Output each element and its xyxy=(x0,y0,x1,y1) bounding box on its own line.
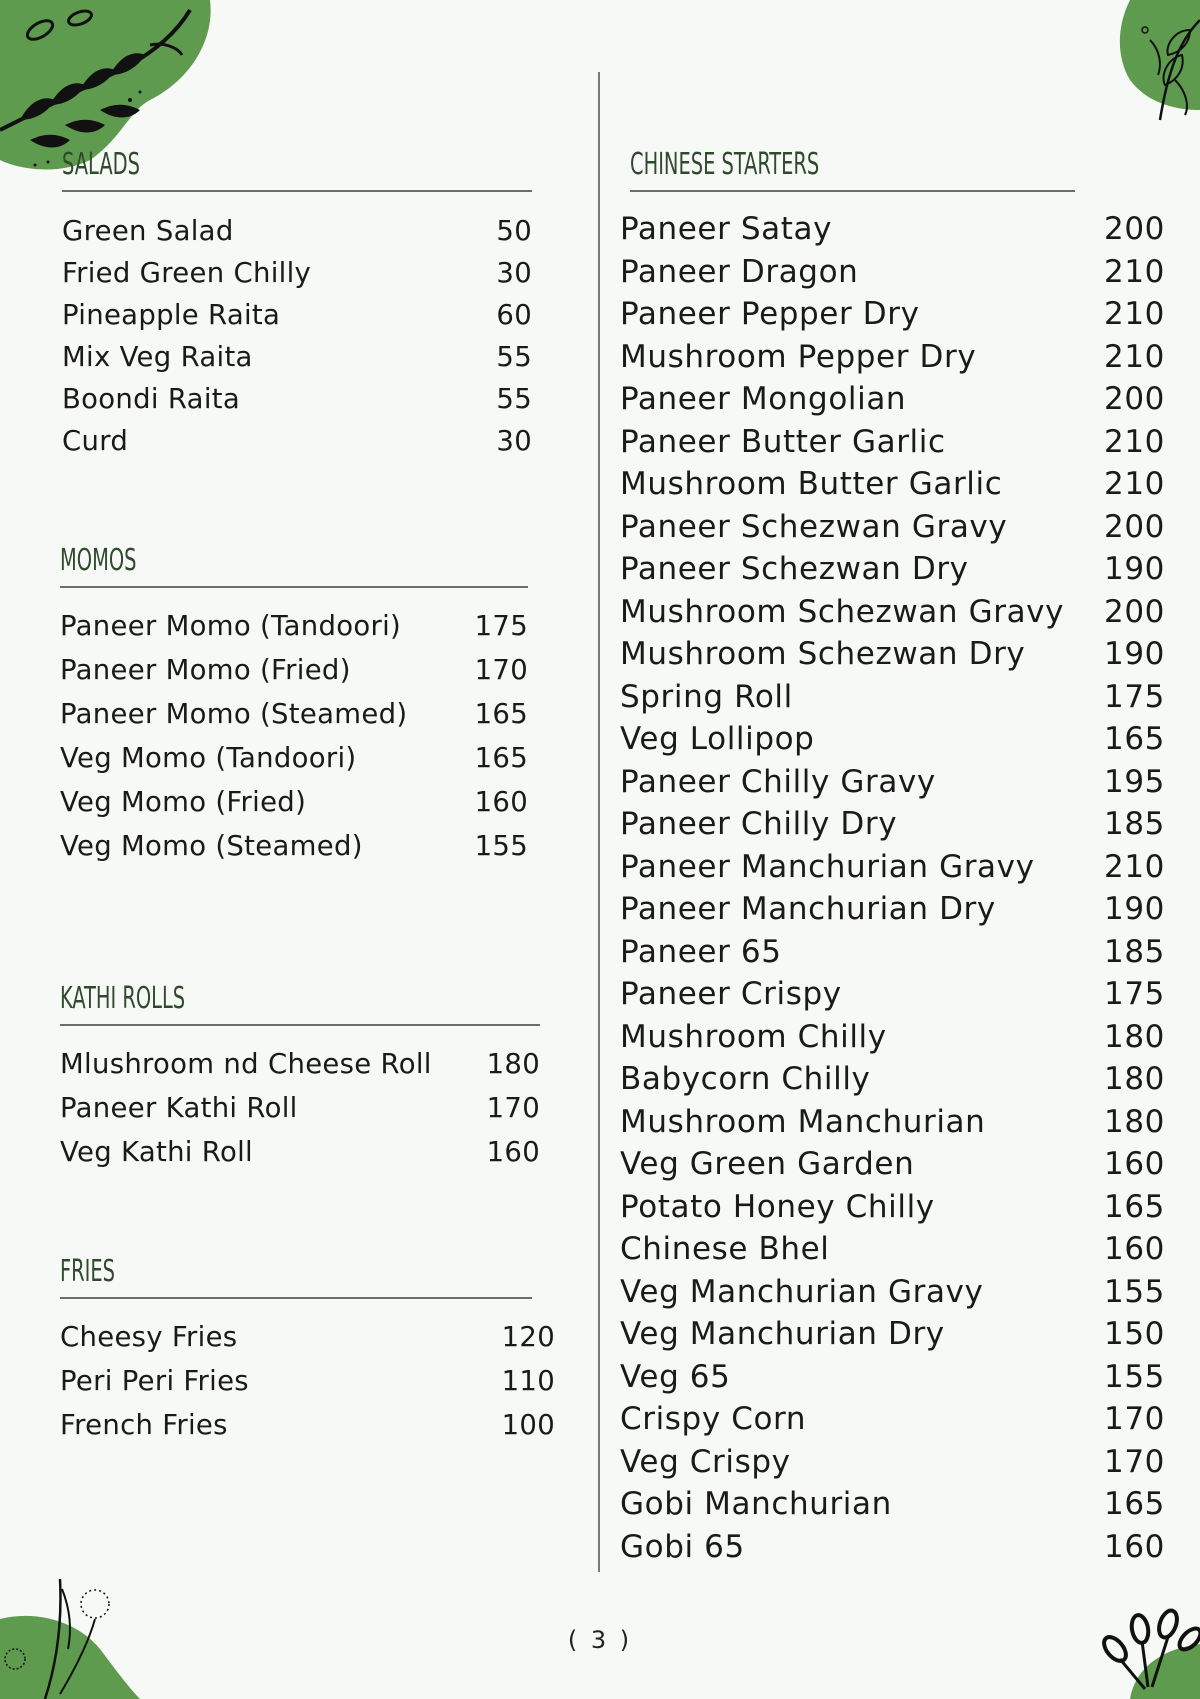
menu-item-name: Mushroom Schezwan Gravy xyxy=(620,593,1065,630)
menu-item-price: 210 xyxy=(1104,423,1165,460)
menu-item-price: 200 xyxy=(1104,593,1165,630)
menu-list xyxy=(620,208,1165,1568)
menu-item-price: 30 xyxy=(496,425,532,457)
menu-item-price: 210 xyxy=(1104,296,1165,332)
menu-item xyxy=(620,846,1165,889)
menu-item xyxy=(620,973,1165,1016)
menu-list xyxy=(60,1315,555,1447)
menu-item xyxy=(60,692,528,736)
menu-item xyxy=(620,421,1165,464)
menu-item-name: Veg Manchurian Gravy xyxy=(620,1273,984,1310)
menu-item xyxy=(620,1271,1165,1314)
menu-item xyxy=(620,1016,1165,1059)
menu-item-name: Crispy Corn xyxy=(620,1401,807,1437)
menu-item-name: Veg Crispy xyxy=(620,1443,791,1480)
menu-item-name: Fried Green Chilly xyxy=(62,257,312,289)
menu-item xyxy=(60,1403,555,1447)
menu-item xyxy=(620,591,1165,634)
menu-item-name: Mushroom Butter Garlic xyxy=(620,466,1003,502)
menu-item-price: 155 xyxy=(474,830,528,862)
menu-item-name: Paneer Momo (Fried) xyxy=(60,654,351,686)
section-kathi-rolls xyxy=(60,981,540,1174)
menu-item-name: Paneer Crispy xyxy=(620,976,842,1012)
menu-item xyxy=(620,1313,1165,1356)
menu-item xyxy=(620,633,1165,676)
menu-item xyxy=(60,780,528,824)
menu-item xyxy=(60,648,528,692)
menu-item-name: Cheesy Fries xyxy=(60,1321,238,1353)
menu-item-name: French Fries xyxy=(60,1409,228,1441)
section-divider xyxy=(60,1024,540,1026)
menu-item xyxy=(60,824,528,868)
menu-list xyxy=(60,604,528,868)
menu-item-name: Chinese Bhel xyxy=(620,1231,830,1267)
column-divider xyxy=(598,72,600,1572)
menu-item xyxy=(620,1398,1165,1441)
menu-item-price: 185 xyxy=(1104,933,1165,970)
menu-item-price: 155 xyxy=(1104,1358,1165,1395)
menu-item-price: 175 xyxy=(1104,678,1165,715)
menu-item-name: Gobi 65 xyxy=(620,1528,745,1565)
section-fries xyxy=(60,1254,555,1447)
menu-item-price: 165 xyxy=(1104,721,1165,757)
section-divider xyxy=(630,190,1075,192)
menu-item-price: 180 xyxy=(1104,1061,1165,1097)
menu-item xyxy=(620,803,1165,846)
menu-item xyxy=(60,1359,555,1403)
menu-item-name: Potato Honey Chilly xyxy=(620,1188,935,1225)
menu-item-price: 200 xyxy=(1104,508,1165,545)
menu-item xyxy=(620,208,1165,251)
menu-item-name: Mushroom Pepper Dry xyxy=(620,338,977,375)
page-number: ( 3 ) xyxy=(567,1626,633,1654)
menu-item-price: 60 xyxy=(496,299,532,331)
menu-item xyxy=(620,1228,1165,1271)
section-title: CHINESE STARTERS xyxy=(630,147,820,182)
menu-item xyxy=(620,1483,1165,1526)
section-title: MOMOS xyxy=(60,543,137,578)
menu-item-price: 200 xyxy=(1104,211,1165,247)
leaf-decoration-top-right-icon xyxy=(1090,0,1200,130)
menu-item xyxy=(60,1315,555,1359)
menu-item xyxy=(620,506,1165,549)
menu-item xyxy=(620,1143,1165,1186)
menu-item-price: 180 xyxy=(1104,1018,1165,1055)
menu-item-name: Paneer Momo (Tandoori) xyxy=(60,610,402,642)
menu-item-price: 210 xyxy=(1104,466,1165,502)
menu-item-name: Veg Green Garden xyxy=(620,1146,915,1182)
menu-item-name: Veg 65 xyxy=(620,1358,731,1395)
menu-item-price: 165 xyxy=(474,698,528,730)
section-title: FRIES xyxy=(60,1254,116,1289)
section-title: SALADS xyxy=(62,147,140,182)
menu-item-price: 170 xyxy=(1104,1401,1165,1437)
menu-item xyxy=(620,888,1165,931)
menu-item-price: 210 xyxy=(1104,848,1165,885)
menu-item xyxy=(620,761,1165,804)
menu-item-price: 160 xyxy=(1104,1231,1165,1267)
menu-item-price: 155 xyxy=(1104,1273,1165,1310)
menu-item xyxy=(620,1101,1165,1144)
section-divider xyxy=(60,1297,532,1299)
menu-item-name: Paneer Momo (Steamed) xyxy=(60,698,408,730)
menu-item-price: 170 xyxy=(486,1092,540,1124)
menu-item xyxy=(620,378,1165,421)
menu-item-price: 210 xyxy=(1104,253,1165,290)
menu-item xyxy=(60,1042,540,1086)
menu-item-name: Paneer 65 xyxy=(620,933,782,970)
menu-item xyxy=(62,252,532,294)
menu-item-price: 160 xyxy=(1104,1528,1165,1565)
menu-item xyxy=(620,1356,1165,1399)
menu-item-name: Boondi Raita xyxy=(62,383,241,415)
menu-item-name: Paneer Chilly Dry xyxy=(620,806,898,842)
menu-item-price: 170 xyxy=(1104,1443,1165,1480)
menu-item-price: 190 xyxy=(1104,636,1165,672)
menu-item-name: Mlushroom nd Cheese Roll xyxy=(60,1048,432,1080)
menu-item-price: 165 xyxy=(474,742,528,774)
menu-item xyxy=(62,210,532,252)
menu-item xyxy=(620,931,1165,974)
menu-item xyxy=(60,604,528,648)
menu-item-name: Veg Momo (Tandoori) xyxy=(60,742,357,774)
menu-item xyxy=(620,718,1165,761)
section-momos xyxy=(60,543,528,868)
menu-item-price: 100 xyxy=(501,1409,555,1441)
menu-item xyxy=(620,548,1165,591)
menu-item-price: 180 xyxy=(486,1048,540,1080)
menu-item-name: Paneer Manchurian Gravy xyxy=(620,848,1035,885)
menu-item xyxy=(60,736,528,780)
menu-item-name: Paneer Schezwan Gravy xyxy=(620,508,1008,545)
menu-item-name: Paneer Satay xyxy=(620,211,833,247)
menu-item-name: Veg Lollipop xyxy=(620,721,815,757)
menu-item-price: 175 xyxy=(474,610,528,642)
menu-item-name: Veg Manchurian Dry xyxy=(620,1316,945,1352)
menu-item-name: Paneer Manchurian Dry xyxy=(620,891,996,927)
menu-list xyxy=(60,1042,540,1174)
menu-item xyxy=(62,336,532,378)
menu-item-name: Mushroom Chilly xyxy=(620,1018,887,1055)
menu-item xyxy=(60,1130,540,1174)
menu-item-name: Veg Momo (Steamed) xyxy=(60,830,363,862)
menu-item-price: 200 xyxy=(1104,381,1165,417)
menu-item-name: Mushroom Manchurian xyxy=(620,1103,986,1140)
menu-item-price: 110 xyxy=(501,1365,555,1397)
menu-item-name: Spring Roll xyxy=(620,678,793,715)
menu-item xyxy=(620,676,1165,719)
menu-item xyxy=(620,336,1165,379)
menu-list xyxy=(62,210,532,462)
menu-item-price: 165 xyxy=(1104,1188,1165,1225)
menu-item-name: Curd xyxy=(62,425,129,457)
menu-item-name: Pineapple Raita xyxy=(62,299,281,331)
menu-item-price: 175 xyxy=(1104,976,1165,1012)
menu-item xyxy=(62,378,532,420)
menu-item-price: 160 xyxy=(486,1136,540,1168)
menu-item-price: 120 xyxy=(501,1321,555,1353)
menu-item-price: 55 xyxy=(496,341,532,373)
menu-item-name: Paneer Dragon xyxy=(620,253,859,290)
menu-item-name: Paneer Chilly Gravy xyxy=(620,763,936,800)
menu-item-price: 165 xyxy=(1104,1486,1165,1522)
menu-item xyxy=(60,1086,540,1130)
menu-item-name: Peri Peri Fries xyxy=(60,1365,249,1397)
menu-item-price: 210 xyxy=(1104,338,1165,375)
menu-item-name: Paneer Schezwan Dry xyxy=(620,551,969,587)
menu-item-name: Paneer Pepper Dry xyxy=(620,296,920,332)
menu-item xyxy=(620,463,1165,506)
menu-item-price: 185 xyxy=(1104,806,1165,842)
section-chinese-starters xyxy=(620,147,1165,1568)
menu-item xyxy=(620,251,1165,294)
section-divider xyxy=(62,190,532,192)
menu-item-name: Mushroom Schezwan Dry xyxy=(620,636,1026,672)
menu-item xyxy=(620,293,1165,336)
menu-item xyxy=(62,294,532,336)
menu-item xyxy=(620,1441,1165,1484)
menu-item-name: Babycorn Chilly xyxy=(620,1061,871,1097)
menu-item-price: 160 xyxy=(474,786,528,818)
menu-item xyxy=(620,1186,1165,1229)
menu-item-name: Veg Momo (Fried) xyxy=(60,786,307,818)
menu-item-price: 170 xyxy=(474,654,528,686)
menu-item xyxy=(620,1058,1165,1101)
menu-item-price: 190 xyxy=(1104,551,1165,587)
section-salads xyxy=(62,147,532,462)
menu-item-name: Gobi Manchurian xyxy=(620,1486,892,1522)
menu-item-name: Paneer Butter Garlic xyxy=(620,423,946,460)
menu-item xyxy=(62,420,532,462)
menu-item-price: 180 xyxy=(1104,1103,1165,1140)
menu-item-price: 150 xyxy=(1104,1316,1165,1352)
menu-item-price: 195 xyxy=(1104,763,1165,800)
menu-item-name: Green Salad xyxy=(62,215,234,247)
menu-item xyxy=(620,1526,1165,1569)
menu-item-price: 30 xyxy=(496,257,532,289)
menu-item-name: Paneer Mongolian xyxy=(620,381,907,417)
section-title: KATHI ROLLS xyxy=(60,981,186,1016)
menu-item-name: Veg Kathi Roll xyxy=(60,1136,253,1168)
section-divider xyxy=(60,586,528,588)
menu-item-price: 190 xyxy=(1104,891,1165,927)
menu-item-price: 160 xyxy=(1104,1146,1165,1182)
menu-item-price: 55 xyxy=(496,383,532,415)
menu-item-name: Paneer Kathi Roll xyxy=(60,1092,298,1124)
menu-item-price: 50 xyxy=(496,215,532,247)
menu-item-name: Mix Veg Raita xyxy=(62,341,253,373)
